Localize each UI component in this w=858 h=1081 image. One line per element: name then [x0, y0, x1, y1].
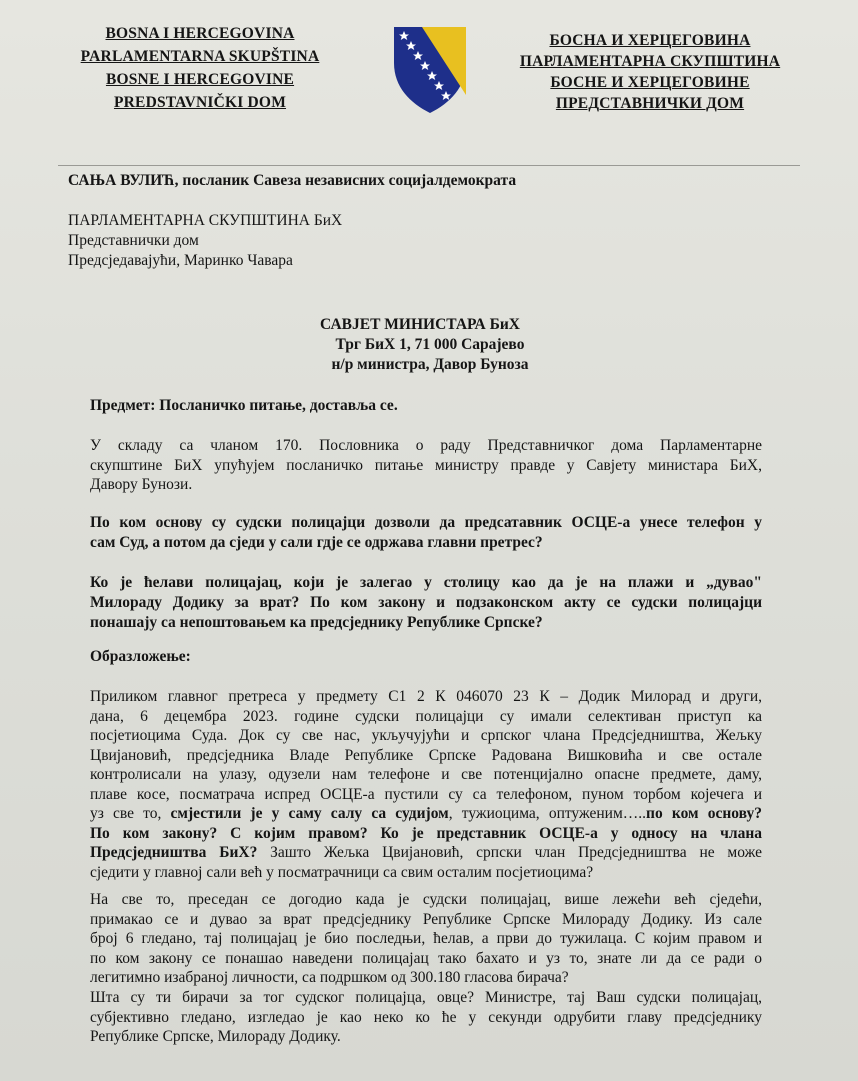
recipient-line-2: Представнички дом	[68, 232, 199, 249]
header-latin	[60, 22, 340, 114]
intro-paragraph	[90, 436, 762, 495]
recipient-line-1: ПАРЛАМЕНТАРНА СКУПШТИНА БиХ	[68, 212, 343, 229]
question-2-line: Милораду Додику за врат? По ком закону и подзаконском акту се судски полицајци	[90, 594, 762, 611]
reasoning-heading: Образложење:	[90, 648, 191, 665]
question-2	[90, 573, 762, 633]
reasoning-paragraph-1	[90, 687, 762, 882]
reasoning-paragraph-3	[90, 988, 762, 1047]
reasoning-1-line-mixed	[90, 804, 762, 824]
reasoning-1-line-mixed	[90, 843, 762, 863]
reasoning-1-line: Цвијановић, предсједника Владе Републике Српске Радована Вишковића и све остале	[90, 746, 762, 764]
reasoning-1-line: дана, 6 децембра 2023. године судски полицајци су имали селективан приступ ка	[90, 707, 762, 725]
text-span: , тужиоцима, оптуженим…..	[448, 805, 647, 822]
reasoning-2-line: На све то, преседан се догодио када је судски полицајац, више лежећи већ сједећи,	[90, 891, 762, 908]
reasoning-3-line: Шта су ти бирачи за тог судског полицајца, овце? Министре, тај Ваш судски полицајац,	[90, 989, 762, 1006]
header-cyrillic-line-3: БОСНЕ И ХЕРЦЕГОВИНЕ	[550, 74, 750, 91]
question-1	[90, 513, 762, 553]
question-1-line: По ком основу су судски полицајци дозволи да предсатавник ОСЦЕ-а унесе телефон у	[90, 514, 762, 531]
header-cyrillic-line-1: БОСНА И ХЕРЦЕГОВИНА	[549, 32, 751, 49]
addressee-line-2: Трг БиХ 1, 71 000 Сарајево	[335, 336, 525, 353]
reasoning-1-line-bold: По ком закону? С којим правом? Ко је представник ОСЦЕ-а у односу на члана	[90, 824, 762, 842]
intro-line: У складу са чланом 170. Пословника о раду Представничког дома Парламентарне	[90, 437, 762, 454]
reasoning-1-line: контролисали на улазу, одузели нам телефоне и све потенцијално опасне предмете, даму,	[90, 766, 762, 783]
header-latin-line-4: PREDSTAVNIČKI DOM	[113, 94, 287, 111]
recipient-line-3: Предсједавајући, Маринко Чавара	[68, 252, 293, 269]
reasoning-3-line: Републике Српске, Милораду Додику.	[90, 1028, 341, 1045]
header-divider	[58, 165, 800, 166]
header-latin-line-3: BOSNE I HERCEGOVINE	[105, 71, 295, 88]
reasoning-2-line: број 6 гледано, тај полицајац је био последњи, ћелав, а први до тужилаца. С којим правом и	[90, 930, 762, 947]
reasoning-2-line: легитимно изабраној личности, са подршком од 300.180 гласова бирача?	[90, 969, 569, 986]
reasoning-2-line: примакао се и дувао за врат предсједнику Републике Српске Милораду Додику. Из сале	[90, 910, 762, 928]
text-span: Зашто Жељка Цвијановић, српски члан Предсједништва не може	[257, 844, 762, 861]
reasoning-3-line: субјективно гледано, изгледао је као неко ко ће у секунди одрубити главу предсједнику	[90, 1008, 762, 1026]
header-cyrillic-line-2: ПАРЛАМЕНТАРНА СКУПШТИНА	[519, 53, 781, 70]
intro-line: скупштине БиХ упућујем посланичко питање министру правде у Савјету министара БиХ,	[90, 456, 762, 474]
subject-line: Предмет: Посланичко питање, доставља се.	[90, 397, 398, 414]
header-latin-line-1: BOSNA I HERCEGOVINA	[105, 25, 295, 42]
bold-span: Предсједништва БиХ?	[90, 844, 258, 861]
addressee-line-3: н/р министра, Давор Буноза	[331, 356, 529, 373]
bold-span: по ком основу?	[646, 805, 763, 822]
sender-name: САЊА ВУЛИЋ,	[68, 172, 179, 189]
reasoning-2-line: по ком закону се понашао наведени полицајац тако бахато и уз то, знате ли да се ради о	[90, 949, 762, 967]
reasoning-1-line: плаве косе, посматрача испред ОСЦЕ-а пустили су са телефоном, пуном торбом којечега и	[90, 785, 762, 803]
reasoning-1-line: сједити у главној сали већ у посматрачници са свим осталим посјетиоцима?	[90, 863, 594, 881]
addressee-line-1: САВЈЕТ МИНИСТАРА БиХ	[320, 316, 520, 333]
header-cyrillic	[500, 30, 800, 114]
reasoning-1-line: посјетиоцима Суда. Док су све нас, укључујући и српског члана Предсједништва, Жељку	[90, 727, 762, 744]
question-2-line: понашају са непоштовањем ка предсједнику Републике Српске?	[90, 614, 543, 631]
sender-role: посланик Савеза независних социјалдемократа	[178, 172, 517, 189]
sender-line	[68, 172, 516, 190]
intro-line: Давору Бунози.	[90, 476, 193, 493]
question-1-line: сам Суд, а потом да сједи у сали гдје се одржава главни претрес?	[90, 534, 543, 551]
header-latin-line-2: PARLAMENTARNA SKUPŠTINA	[80, 48, 320, 65]
text-span: уз све то,	[90, 805, 171, 822]
question-2-line: Ко је ћелави полицајац, који је залегао у столицу као да је на плажи и „дувао"	[90, 574, 762, 591]
reasoning-1-line: Приликом главног претреса у предмету С1 2 К 046070 23 К – Додик Милорад и други,	[90, 688, 762, 705]
header-cyrillic-line-4: ПРЕДСТАВНИЧКИ ДОМ	[555, 95, 745, 112]
reasoning-paragraph-2	[90, 890, 762, 988]
coat-of-arms-icon	[392, 25, 468, 115]
bold-span: смјестили је у саму салу са судијом	[170, 805, 449, 822]
